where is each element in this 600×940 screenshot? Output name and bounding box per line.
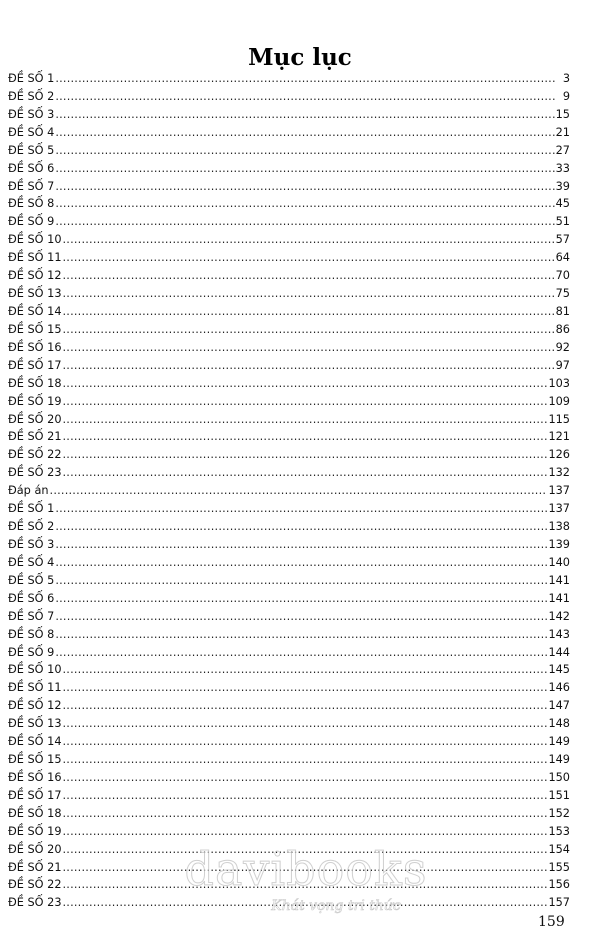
dot-leader <box>55 644 547 662</box>
toc-entry-page: 51 <box>555 215 570 229</box>
toc-entry <box>8 482 570 500</box>
toc-entry-page: 145 <box>548 663 570 677</box>
toc-list <box>8 70 570 912</box>
toc-entry-page: 9 <box>562 89 570 103</box>
dot-leader <box>63 411 548 429</box>
toc-entry <box>8 249 570 267</box>
toc-entry-page: 57 <box>555 233 570 247</box>
toc-entry-label: ĐỀ SỐ 19 <box>8 394 62 408</box>
toc-entry-label: ĐỀ SỐ 22 <box>8 878 62 892</box>
dot-leader <box>55 626 547 644</box>
toc-entry-label: ĐỀ SỐ 14 <box>8 735 62 749</box>
toc-entry <box>8 608 570 626</box>
toc-entry <box>8 536 570 554</box>
toc-entry-label: ĐỀ SỐ 11 <box>8 251 62 265</box>
dot-leader <box>63 733 548 751</box>
toc-entry-page: 97 <box>555 358 570 372</box>
toc-entry-page: 137 <box>548 502 570 516</box>
dot-leader <box>55 608 547 626</box>
toc-entry-label: ĐỀ SỐ 15 <box>8 753 62 767</box>
dot-leader <box>55 142 554 160</box>
toc-entry-page: 150 <box>548 770 570 784</box>
toc-entry <box>8 142 570 160</box>
toc-entry-page: 132 <box>548 466 570 480</box>
toc-entry-page: 27 <box>555 143 570 157</box>
dot-leader <box>63 661 548 679</box>
toc-entry-label: ĐỀ SỐ 17 <box>8 788 62 802</box>
toc-entry-page: 147 <box>548 699 570 713</box>
dot-leader <box>55 536 547 554</box>
dot-leader <box>63 464 548 482</box>
dot-leader <box>55 572 547 590</box>
dot-leader <box>63 446 548 464</box>
toc-entry-label: ĐỀ SỐ 7 <box>8 609 55 623</box>
toc-entry-page: 155 <box>548 860 570 874</box>
dot-leader <box>55 70 555 88</box>
toc-entry <box>8 428 570 446</box>
toc-entry-label: ĐỀ SỐ 2 <box>8 89 55 103</box>
toc-entry-page: 152 <box>548 806 570 820</box>
toc-entry-label: ĐỀ SỐ 10 <box>8 663 62 677</box>
toc-entry-label: ĐỀ SỐ 9 <box>8 215 55 229</box>
toc-entry <box>8 339 570 357</box>
toc-entry-label: ĐỀ SỐ 20 <box>8 842 62 856</box>
dot-leader <box>55 213 554 231</box>
toc-entry-label: ĐỀ SỐ 12 <box>8 699 62 713</box>
dot-leader <box>63 303 555 321</box>
toc-entry-label: ĐỀ SỐ 5 <box>8 143 55 157</box>
toc-entry-label: ĐỀ SỐ 20 <box>8 412 62 426</box>
toc-entry-page: 70 <box>555 269 570 283</box>
dot-leader <box>55 195 554 213</box>
toc-entry <box>8 697 570 715</box>
toc-entry <box>8 321 570 339</box>
watermark-logo: davibooks <box>184 842 428 896</box>
dot-leader <box>63 267 555 285</box>
dot-leader <box>63 751 548 769</box>
toc-entry <box>8 661 570 679</box>
toc-entry-label: ĐỀ SỐ 21 <box>8 430 62 444</box>
dot-leader <box>63 393 548 411</box>
dot-leader <box>63 249 555 267</box>
toc-entry <box>8 160 570 178</box>
toc-entry-page: 149 <box>548 735 570 749</box>
dot-leader <box>63 805 548 823</box>
toc-entry-label: ĐỀ SỐ 17 <box>8 358 62 372</box>
dot-leader <box>50 482 548 500</box>
toc-entry-label: ĐỀ SỐ 18 <box>8 806 62 820</box>
toc-entry-page: 148 <box>548 717 570 731</box>
toc-entry <box>8 178 570 196</box>
toc-entry <box>8 823 570 841</box>
toc-entry-page: 141 <box>548 573 570 587</box>
toc-entry <box>8 124 570 142</box>
toc-entry <box>8 70 570 88</box>
dot-leader <box>55 590 547 608</box>
toc-entry-label: ĐỀ SỐ 23 <box>8 466 62 480</box>
toc-entry <box>8 446 570 464</box>
toc-entry <box>8 626 570 644</box>
toc-entry <box>8 805 570 823</box>
toc-entry-page: 39 <box>555 179 570 193</box>
toc-entry-label: ĐỀ SỐ 23 <box>8 896 62 910</box>
toc-entry <box>8 195 570 213</box>
toc-entry <box>8 751 570 769</box>
toc-entry-label: ĐỀ SỐ 16 <box>8 340 62 354</box>
toc-entry-label: ĐỀ SỐ 6 <box>8 161 55 175</box>
toc-entry-label: ĐỀ SỐ 18 <box>8 376 62 390</box>
page-title: Mục lục <box>248 44 352 71</box>
toc-entry-label: ĐỀ SỐ 21 <box>8 860 62 874</box>
toc-entry <box>8 375 570 393</box>
toc-entry <box>8 518 570 536</box>
dot-leader <box>63 769 548 787</box>
toc-entry-page: 153 <box>548 824 570 838</box>
toc-entry-page: 21 <box>555 125 570 139</box>
toc-entry-page: 115 <box>548 412 570 426</box>
dot-leader <box>55 500 547 518</box>
toc-entry-page: 139 <box>548 537 570 551</box>
toc-entry <box>8 106 570 124</box>
dot-leader <box>63 357 555 375</box>
toc-entry <box>8 590 570 608</box>
dot-leader <box>55 124 554 142</box>
dot-leader <box>63 823 548 841</box>
toc-entry-label: ĐỀ SỐ 19 <box>8 824 62 838</box>
toc-entry <box>8 464 570 482</box>
toc-entry <box>8 88 570 106</box>
toc-entry-page: 140 <box>548 555 570 569</box>
toc-entry-page: 126 <box>548 448 570 462</box>
toc-entry-label: ĐỀ SỐ 15 <box>8 322 62 336</box>
toc-entry-label: ĐỀ SỐ 8 <box>8 197 55 211</box>
toc-entry-page: 149 <box>548 753 570 767</box>
toc-entry-page: 143 <box>548 627 570 641</box>
toc-entry <box>8 267 570 285</box>
toc-entry-page: 92 <box>555 340 570 354</box>
toc-entry-page: 151 <box>548 788 570 802</box>
toc-entry-label: ĐỀ SỐ 1 <box>8 72 55 85</box>
toc-entry-label: ĐỀ SỐ 2 <box>8 520 55 534</box>
toc-entry-page: 3 <box>562 72 570 85</box>
toc-entry-label: ĐỀ SỐ 12 <box>8 269 62 283</box>
toc-entry <box>8 769 570 787</box>
toc-entry <box>8 357 570 375</box>
toc-entry <box>8 733 570 751</box>
toc-entry-page: 121 <box>548 430 570 444</box>
toc-entry-label: ĐỀ SỐ 3 <box>8 107 55 121</box>
toc-entry-label: ĐỀ SỐ 5 <box>8 573 55 587</box>
toc-entry-page: 64 <box>555 251 570 265</box>
toc-entry-page: 144 <box>548 645 570 659</box>
page-number: 159 <box>538 914 565 930</box>
dot-leader <box>55 106 554 124</box>
dot-leader <box>55 518 547 536</box>
toc-entry <box>8 715 570 733</box>
toc-entry-page: 45 <box>555 197 570 211</box>
toc-entry-label: ĐỀ SỐ 14 <box>8 304 62 318</box>
toc-entry-label: ĐỀ SỐ 11 <box>8 681 62 695</box>
toc-entry <box>8 393 570 411</box>
dot-leader <box>63 375 548 393</box>
toc-entry-page: 142 <box>548 609 570 623</box>
watermark-tagline: Khát vọng tri thức <box>271 898 401 914</box>
toc-entry-page: 33 <box>555 161 570 175</box>
dot-leader <box>63 715 548 733</box>
toc-entry-label: ĐỀ SỐ 4 <box>8 125 55 139</box>
toc-entry-label: ĐỀ SỐ 7 <box>8 179 55 193</box>
toc-entry-page: 75 <box>555 287 570 301</box>
toc-entry <box>8 213 570 231</box>
toc-entry-page: 157 <box>548 896 570 910</box>
toc-entry <box>8 554 570 572</box>
dot-leader <box>63 339 555 357</box>
toc-entry <box>8 787 570 805</box>
toc-entry-page: 141 <box>548 591 570 605</box>
toc-entry-page: 146 <box>548 681 570 695</box>
toc-entry-label: ĐỀ SỐ 8 <box>8 627 55 641</box>
toc-entry <box>8 500 570 518</box>
toc-entry-label: ĐỀ SỐ 22 <box>8 448 62 462</box>
toc-entry <box>8 644 570 662</box>
toc-entry-page: 154 <box>548 842 570 856</box>
dot-leader <box>63 787 548 805</box>
toc-entry-page: 15 <box>555 107 570 121</box>
dot-leader <box>63 285 555 303</box>
toc-entry-label: ĐỀ SỐ 13 <box>8 717 62 731</box>
dot-leader <box>63 321 555 339</box>
toc-entry-page: 81 <box>555 304 570 318</box>
toc-entry <box>8 285 570 303</box>
toc-entry-label: ĐỀ SỐ 4 <box>8 555 55 569</box>
toc-entry <box>8 303 570 321</box>
toc-entry-label: ĐỀ SỐ 9 <box>8 645 55 659</box>
toc-entry-page: 86 <box>555 322 570 336</box>
toc-entry-label: ĐỀ SỐ 1 <box>8 502 55 516</box>
dot-leader <box>55 554 547 572</box>
dot-leader <box>55 178 554 196</box>
toc-entry <box>8 411 570 429</box>
toc-entry-label: ĐỀ SỐ 10 <box>8 233 62 247</box>
toc-entry <box>8 679 570 697</box>
toc-entry-label: ĐỀ SỐ 16 <box>8 770 62 784</box>
toc-entry-label: Đáp án <box>8 484 49 498</box>
toc-entry-page: 103 <box>548 376 570 390</box>
dot-leader <box>63 679 548 697</box>
dot-leader <box>55 160 554 178</box>
toc-entry-page: 156 <box>548 878 570 892</box>
toc-entry-label: ĐỀ SỐ 13 <box>8 287 62 301</box>
dot-leader <box>55 88 555 106</box>
toc-entry-page: 109 <box>548 394 570 408</box>
toc-entry-label: ĐỀ SỐ 3 <box>8 537 55 551</box>
toc-entry-page: 137 <box>548 484 570 498</box>
toc-entry <box>8 231 570 249</box>
dot-leader <box>63 428 548 446</box>
dot-leader <box>63 697 548 715</box>
toc-entry-label: ĐỀ SỐ 6 <box>8 591 55 605</box>
toc-entry <box>8 572 570 590</box>
toc-entry-page: 138 <box>548 520 570 534</box>
dot-leader <box>63 231 555 249</box>
